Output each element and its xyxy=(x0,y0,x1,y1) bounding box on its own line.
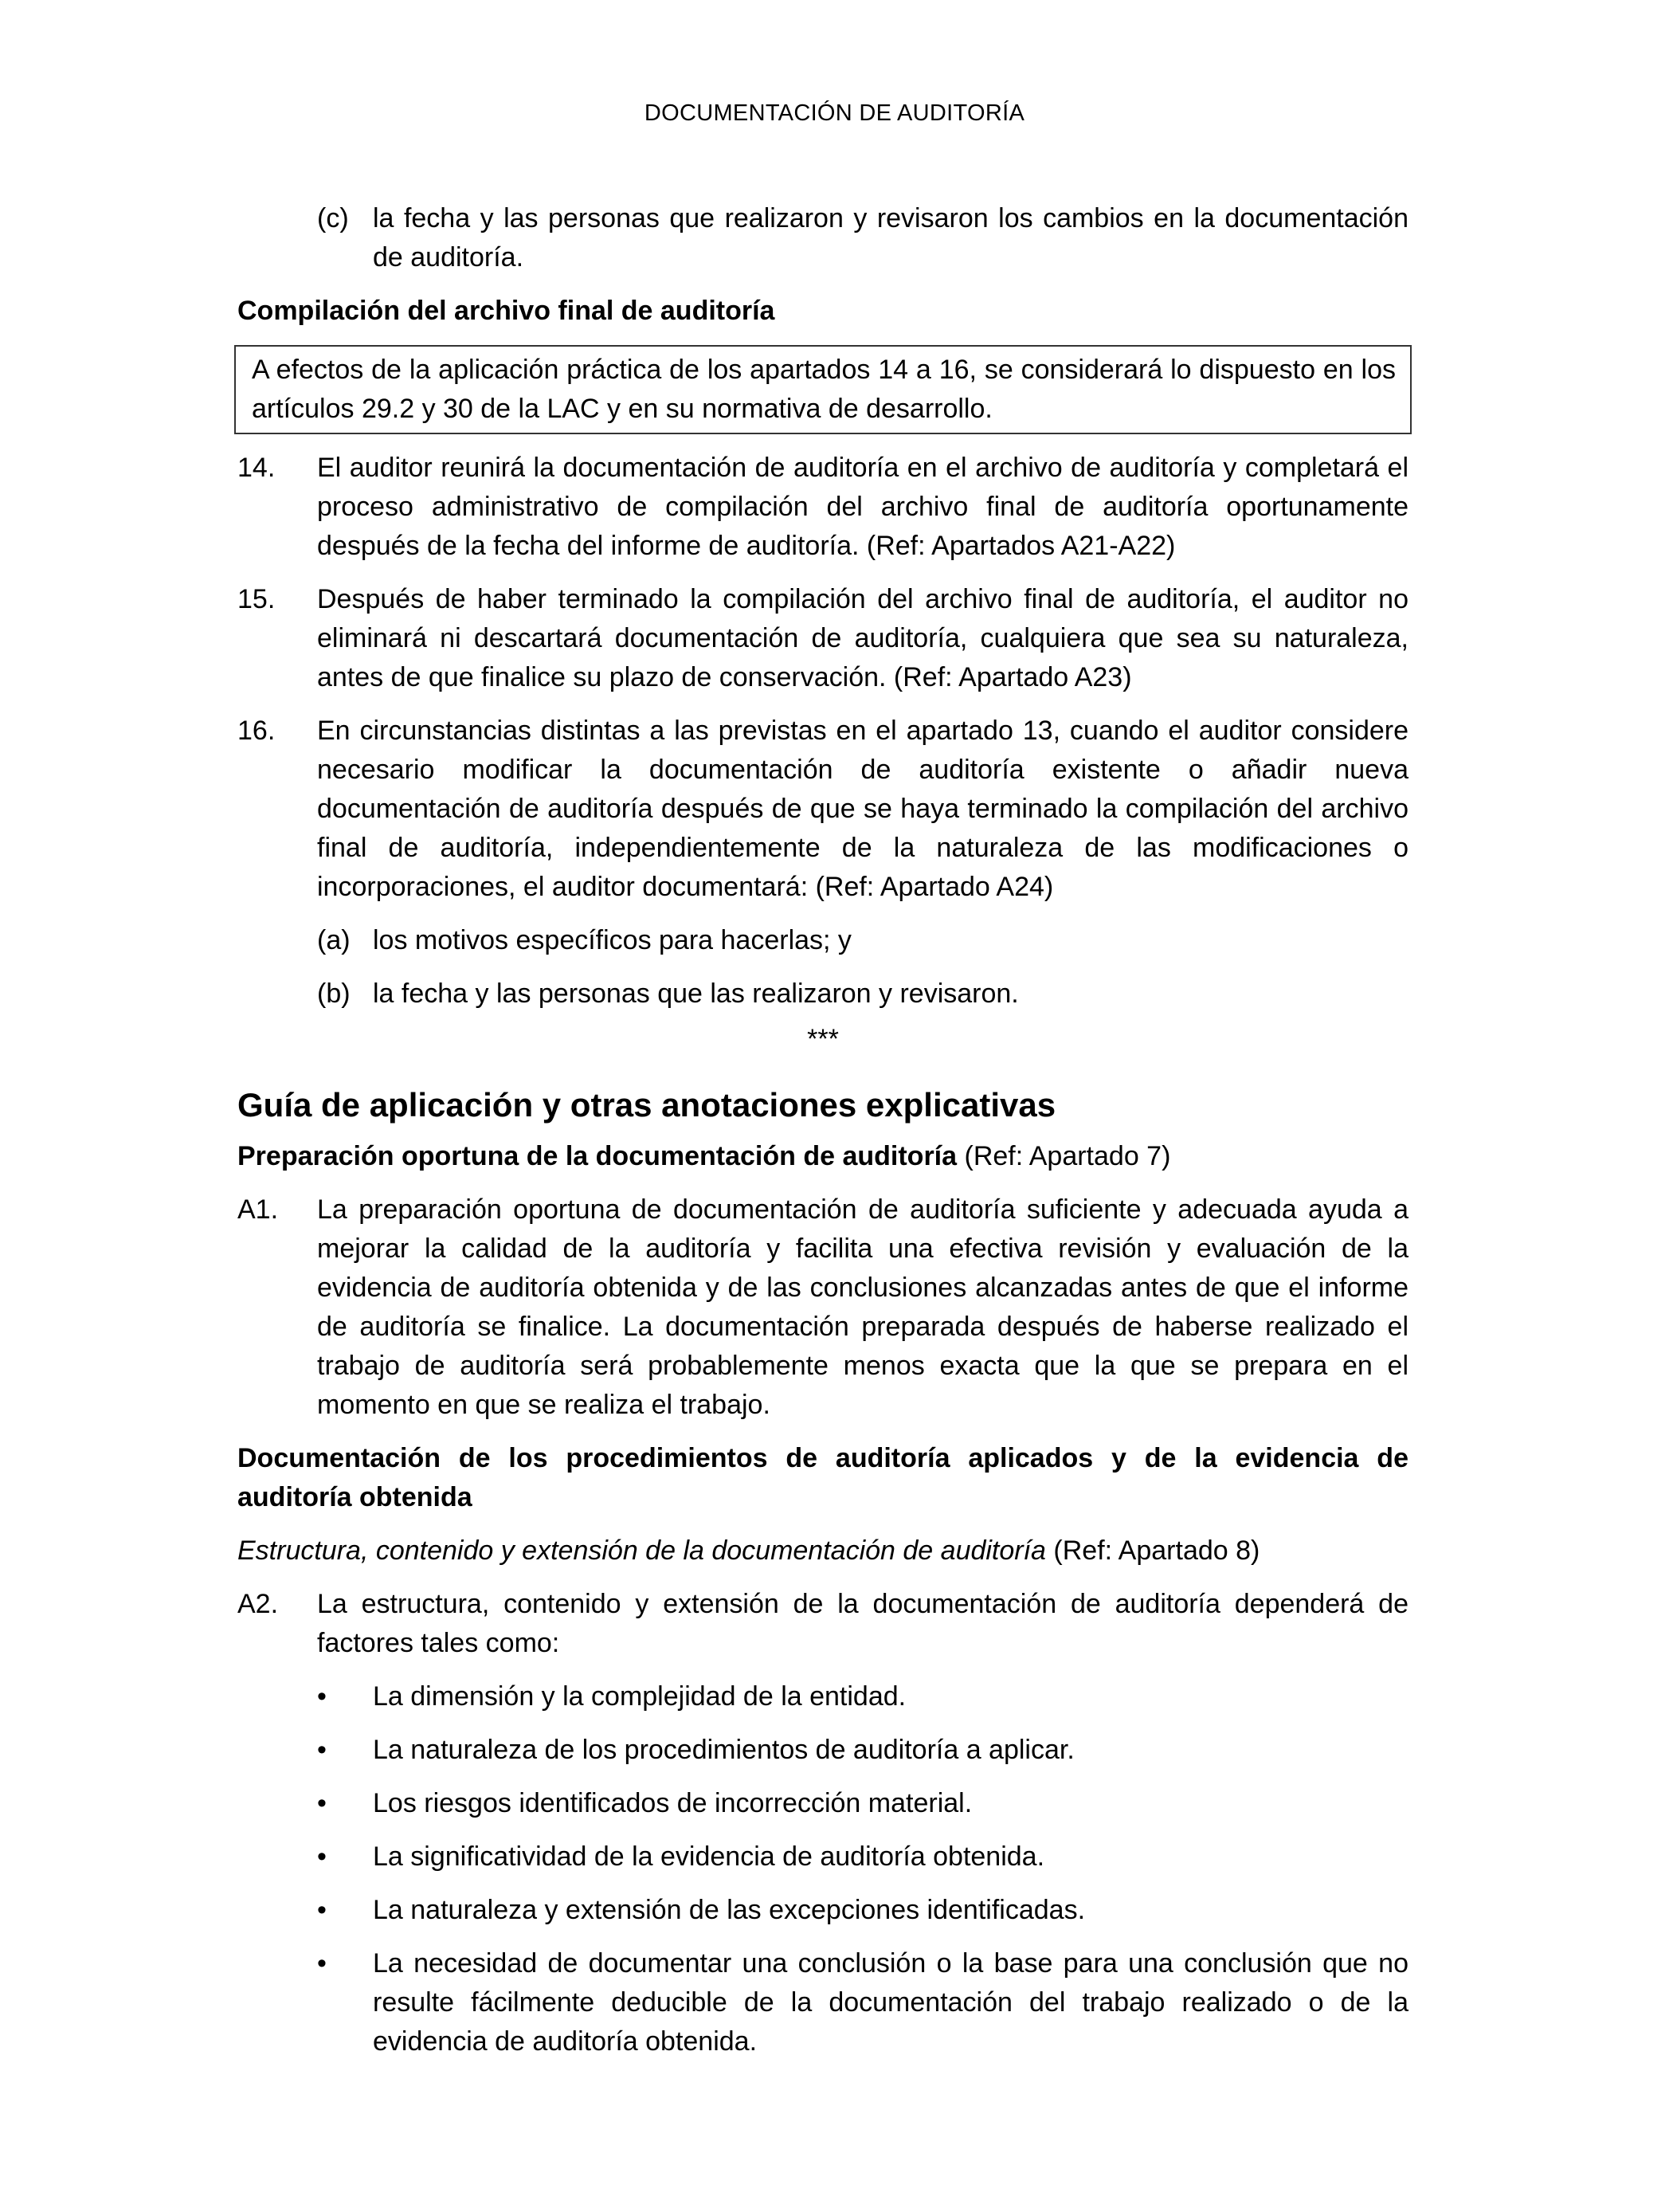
paragraph-a1 xyxy=(237,1190,1408,1425)
bullet-icon: • xyxy=(317,1788,327,1818)
bullet-icon: • xyxy=(317,1948,327,1979)
paragraph-text: El auditor reunirá la documentación de auditoría en el archivo de auditoría y completará el proceso administrativo de compilación del archivo final de auditoría oportunamente después de la fecha del informe de auditoría. (Ref: Apartados A21-A22) xyxy=(317,453,1408,561)
subsection-heading-line xyxy=(237,1532,1408,1571)
paragraph-number: A1. xyxy=(237,1194,279,1225)
bullet-text: Los riesgos identificados de incorrección material. xyxy=(373,1788,973,1818)
paragraph-number: 15. xyxy=(237,584,276,614)
bullet-text: La significatividad de la evidencia de auditoría obtenida. xyxy=(373,1841,1045,1872)
bullet-text: La naturaleza y extensión de las excepciones identificadas. xyxy=(373,1895,1086,1925)
page-header: DOCUMENTACIÓN DE AUDITORÍA xyxy=(644,100,1025,126)
note-box-text: A efectos de la aplicación práctica de los apartados 14 a 16, se considerará lo dispuesto en los artículos 29.2 y 30 de la LAC y en su normativa de desarrollo. xyxy=(252,355,1396,424)
list-item-a xyxy=(317,921,1408,960)
guide-title: Guía de aplicación y otras anotaciones explicativas xyxy=(237,1086,1056,1124)
subsection-ref: (Ref: Apartado 8) xyxy=(1045,1535,1260,1566)
paragraph-text: La estructura, contenido y extensión de la documentación de auditoría dependerá de factores tales como: xyxy=(317,1589,1408,1658)
list-item-label: (a) xyxy=(317,925,351,955)
paragraph-number: 16. xyxy=(237,716,276,746)
paragraph-a2 xyxy=(237,1585,1408,1663)
bullet-icon: • xyxy=(317,1681,327,1712)
paragraph-14 xyxy=(237,449,1408,566)
bullet-item xyxy=(317,1944,1408,2061)
bullet-item xyxy=(317,1731,1408,1770)
compilation-heading: Compilación del archivo final de auditoría xyxy=(237,296,775,326)
bullet-text: La naturaleza de los procedimientos de auditoría a aplicar. xyxy=(373,1735,1075,1765)
list-item-label: (b) xyxy=(317,979,351,1009)
list-item-c xyxy=(317,199,1408,277)
bullet-text: La dimensión y la complejidad de la entidad. xyxy=(373,1681,907,1712)
note-box xyxy=(234,345,1412,434)
bullet-icon: • xyxy=(317,1735,327,1765)
list-item-b xyxy=(317,975,1408,1014)
paragraph-text: La preparación oportuna de documentación de auditoría suficiente y adecuada ayuda a mejorar la calidad de la auditoría y facilita una efectiva revisión y evaluación de la evidencia de auditoría obtenida y de las conclusiones alcanzadas antes de que el informe de auditoría se finalice. La documentación preparada después de haberse realizado el trabajo de auditoría será probablemente menos exacta que la que se prepara en el momento en que se realiza el trabajo. xyxy=(317,1194,1408,1420)
paragraph-text: En circunstancias distintas a las previstas en el apartado 13, cuando el auditor considere necesario modificar la documentación de auditoría existente o añadir nueva documentación de auditoría después de que se haya terminado la compilación del archivo final de auditoría, independientemente de la naturaleza de las modificaciones o incorporaciones, el auditor documentará: (Ref: Apartado A24) xyxy=(317,716,1408,902)
list-item-text: la fecha y las personas que las realizaron y revisaron. xyxy=(373,979,1019,1009)
section1-heading-line xyxy=(237,1137,1408,1176)
paragraph-16 xyxy=(237,712,1408,907)
bullet-item xyxy=(317,1784,1408,1823)
section1-heading: Preparación oportuna de la documentación de auditoría xyxy=(237,1141,958,1171)
paragraph-number: 14. xyxy=(237,453,276,483)
list-item-text: los motivos específicos para hacerlas; y xyxy=(373,925,852,955)
bullet-item xyxy=(317,1677,1408,1716)
bullet-item xyxy=(317,1891,1408,1930)
bullet-text: La necesidad de documentar una conclusión o la base para una conclusión que no resulte fácilmente deducible de la documentación del trabajo realizado o de la evidencia de auditoría obtenida. xyxy=(373,1948,1408,2057)
list-item-text: la fecha y las personas que realizaron y revisaron los cambios en la documentación de auditoría. xyxy=(373,203,1408,273)
list-item-label: (c) xyxy=(317,203,349,233)
section-separator: *** xyxy=(807,1024,839,1054)
subsection-heading: Estructura, contenido y extensión de la documentación de auditoría xyxy=(237,1535,1046,1566)
bullet-item xyxy=(317,1837,1408,1877)
paragraph-text: Después de haber terminado la compilación del archivo final de auditoría, el auditor no eliminará ni descartará documentación de auditoría, cualquiera que sea su naturaleza, antes de que finalice su plazo de conservación. (Ref: Apartado A23) xyxy=(317,584,1408,692)
paragraph-15 xyxy=(237,580,1408,697)
paragraph-number: A2. xyxy=(237,1589,279,1619)
bullet-icon: • xyxy=(317,1841,327,1872)
bullet-icon: • xyxy=(317,1895,327,1925)
page-content xyxy=(237,199,1408,2061)
section1-ref: (Ref: Apartado 7) xyxy=(957,1141,1171,1171)
section2-heading: Documentación de los procedimientos de auditoría aplicados y de la evidencia de auditoría obtenida xyxy=(237,1443,1408,1512)
